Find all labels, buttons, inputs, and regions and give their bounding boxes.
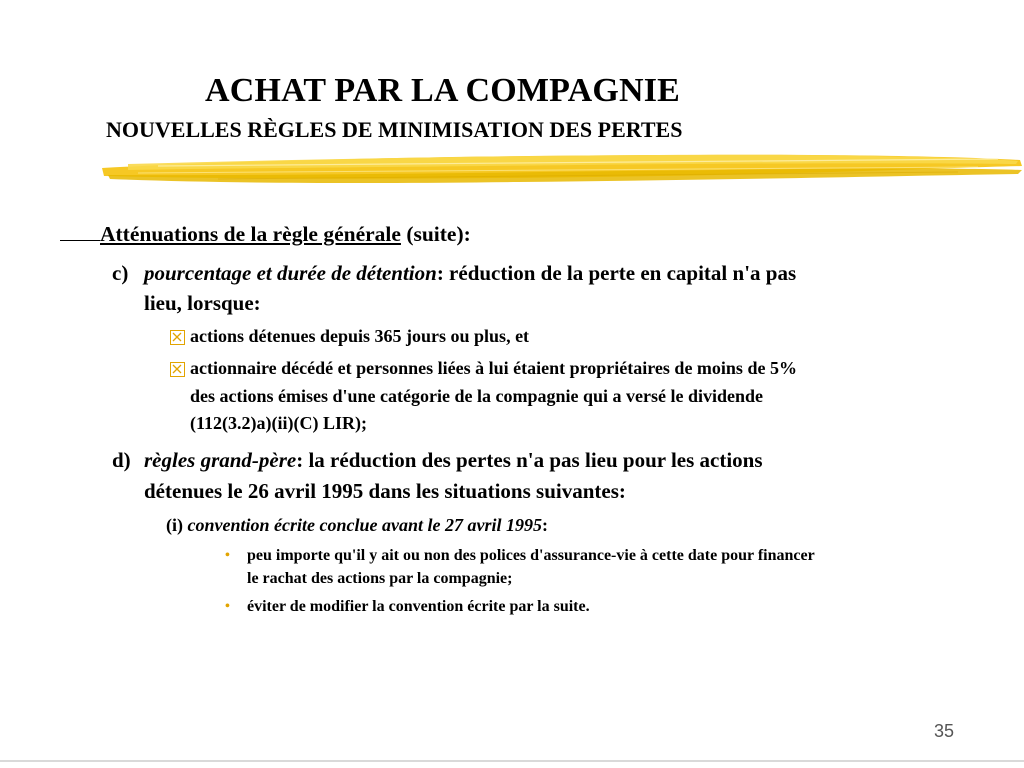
bullet-2-text: éviter de modifier la convention écrite par la suite. [247,598,590,615]
item-c-text-line1: : réduction de la perte en capital n'a pas [436,261,797,285]
bottom-divider [0,760,1024,762]
item-c-italic: pourcentage et durée de détention [144,261,437,285]
checkbox-x-icon [170,330,185,345]
bullet-1-line2: le rachat des actions par la compagnie; [247,570,513,587]
slide-title: ACHAT PAR LA COMPAGNIE [205,72,681,109]
heading-rest-text: (suite): [400,222,471,246]
item-d-italic: règles grand-père [144,448,297,472]
sub-c2-line2: des actions émises d'une catégorie de la compagnie qui a versé le dividende [190,386,763,406]
sub-c2-line1: actionnaire décédé et personnes liées à lui étaient propriétaires de moins de 5% [190,358,797,378]
sub-d-i [166,515,548,536]
yellow-brush-stroke [98,146,1024,192]
slide-subtitle: NOUVELLES RÈGLES DE MINIMISATION DES PERTES [106,117,683,142]
sub-c1-text: actions détenues depuis 365 jours ou plus, et [190,326,530,346]
item-c-marker: c) [112,261,129,285]
checkbox-x-icon [170,362,185,377]
sub-c2-line3: (112(3.2)a)(ii)(C) LIR); [190,413,367,433]
bullet-icon: • [225,599,230,614]
item-c-text-line2: lieu, lorsque: [144,291,261,315]
item-d-text-line1: : la réduction des pertes n'a pas lieu pour les actions [296,448,763,472]
heading-underline-lead [60,222,100,241]
section-heading [60,222,471,247]
heading-underlined-text: Atténuations de la règle générale [100,222,401,246]
bullet-icon: • [225,548,230,563]
page-number: 35 [934,721,955,741]
item-d-line1 [112,448,763,473]
bullet-1-line1: peu importe qu'il y ait ou non des polices d'assurance-vie à cette date pour financer [247,547,815,564]
sub-d-i-marker: (i) [166,515,183,535]
item-d-marker: d) [112,448,131,472]
sub-d-i-italic: convention écrite conclue avant le 27 avril 1995 [187,515,542,535]
item-c-line1 [112,261,796,286]
sub-d-i-rest: : [541,515,548,535]
item-d-text-line2: détenues le 26 avril 1995 dans les situations suivantes: [144,479,626,503]
